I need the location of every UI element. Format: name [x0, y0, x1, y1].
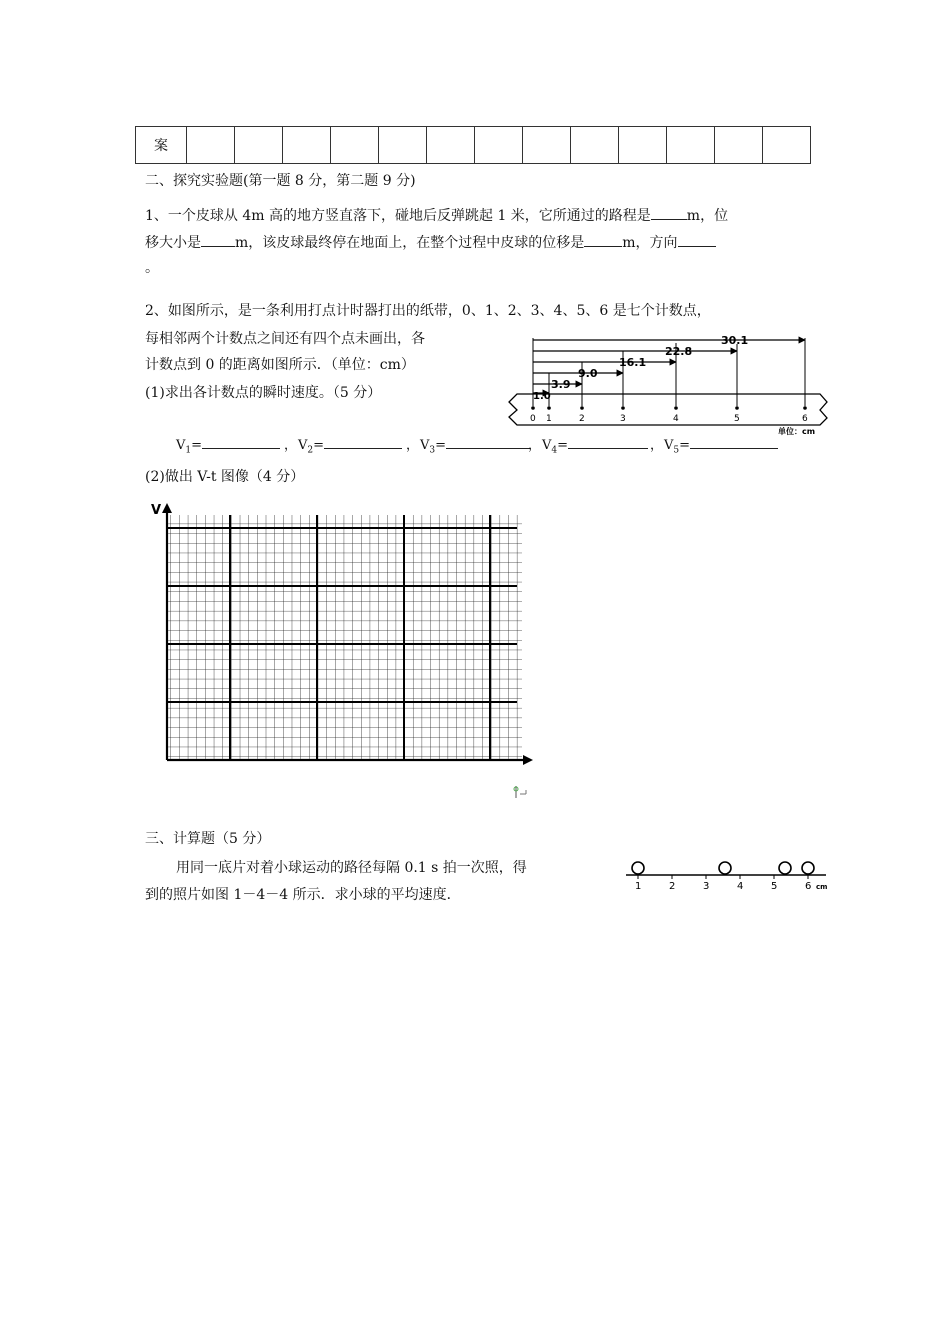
answer-cell[interactable] [427, 127, 475, 164]
v5-blank[interactable] [690, 434, 778, 449]
t-axis-arrow-icon [523, 755, 533, 765]
answer-cell[interactable] [619, 127, 667, 164]
point-label-0: 0 [530, 414, 536, 424]
answer-cell[interactable] [187, 127, 235, 164]
answer-cell[interactable] [667, 127, 715, 164]
tape-dot [803, 406, 807, 410]
answer-cell[interactable] [715, 127, 763, 164]
anchor-icon [510, 784, 530, 800]
paper-tape [509, 394, 827, 425]
v-axis-arrow-icon [162, 503, 172, 513]
ball-ruler-figure [620, 855, 830, 895]
q1-blank-distance[interactable] [651, 205, 687, 220]
section3-line2: 到的照片如图 1－4－4 所示．求小球的平均速度． [145, 887, 461, 903]
distance-label-5: 22.8 [665, 345, 693, 358]
tape-dot [580, 406, 584, 410]
section3-line1: 用同一底片对着小球运动的路径每隔 0.1 s 拍一次照，得 [176, 860, 527, 876]
ticker-tape-figure [505, 330, 830, 440]
ball-icon [779, 862, 791, 874]
v3-blank[interactable] [446, 434, 530, 449]
ruler-unit: cm [816, 883, 828, 891]
answer-cell[interactable] [571, 127, 619, 164]
q1-blank-direction[interactable] [678, 232, 716, 247]
ruler-tick-5: 5 [771, 881, 778, 892]
ruler-tick-3: 3 [703, 881, 710, 892]
tape-dot [735, 406, 739, 410]
ruler-tick-2: 2 [669, 881, 676, 892]
v3-field: $V_3=$ [420, 434, 530, 456]
vt-graph[interactable] [145, 495, 545, 775]
tape-dot [547, 406, 551, 410]
v2-blank[interactable] [324, 434, 402, 449]
ball-icon [632, 862, 644, 874]
q1-text-c: 移大小是 [145, 235, 201, 251]
answer-cell[interactable] [475, 127, 523, 164]
ruler-tick-4: 4 [737, 881, 744, 892]
v1-field: $V_1=$ [176, 434, 280, 456]
q1-text-b: m，位 [686, 208, 729, 224]
distance-label-2: 3.9 [551, 378, 571, 391]
q2-part1: (1)求出各计数点的瞬时速度。（5 分） [145, 385, 382, 401]
v-axis-label: V [151, 503, 162, 518]
q1-line1 [145, 205, 728, 225]
point-label-2: 2 [579, 414, 585, 424]
q1-text-e: m，方向 [622, 235, 678, 251]
separator: ， [284, 438, 298, 453]
tape-dot [531, 406, 535, 410]
answer-cell[interactable] [283, 127, 331, 164]
answer-cell[interactable] [235, 127, 283, 164]
ball-icon [802, 862, 814, 874]
ball-icon [719, 862, 731, 874]
q1-line3: 。 [145, 260, 159, 276]
point-label-5: 5 [734, 414, 740, 424]
q1-blank-final-displacement[interactable] [584, 232, 622, 247]
graph-grid[interactable] [167, 515, 522, 760]
tape-dot [621, 406, 625, 410]
q2-line2: 每相邻两个计数点之间还有四个点未画出，各 [145, 331, 425, 347]
answer-table-label: 案 [136, 127, 187, 164]
separator: ， [406, 438, 420, 453]
answer-table [135, 126, 811, 164]
q1-blank-displacement[interactable] [201, 232, 235, 247]
distance-label-3: 9.0 [578, 367, 598, 380]
answer-cell[interactable] [379, 127, 427, 164]
separator: ， [650, 438, 664, 453]
tape-dot [674, 406, 678, 410]
separator: ， [528, 438, 542, 453]
v4-blank[interactable] [568, 434, 648, 449]
point-label-6: 6 [802, 414, 808, 424]
section2-heading: 二、探究实验题(第一题 8 分，第二题 9 分) [145, 173, 416, 189]
v2-field: $V_2=$ [298, 434, 402, 456]
q1-line2 [145, 232, 716, 252]
q1-text-a: 1、一个皮球从 4m 高的地方竖直落下，碰地后反弹跳起 1 米，它所通过的路程是 [145, 208, 651, 224]
q2-part2: (2)做出 V-t 图像（4 分） [145, 469, 305, 485]
answer-cell[interactable] [331, 127, 379, 164]
distance-label-1: 1.0 [533, 391, 551, 402]
point-label-4: 4 [673, 414, 679, 424]
v1-blank[interactable] [202, 434, 280, 449]
q2-line3: 计数点到 0 的距离如图所示．（单位：cm） [145, 357, 415, 373]
answer-cell[interactable] [523, 127, 571, 164]
ruler-tick-1: 1 [635, 881, 642, 892]
distance-label-6: 30.1 [721, 334, 749, 347]
point-label-3: 3 [620, 414, 626, 424]
point-label-1: 1 [546, 414, 552, 424]
tape-unit-label: 单位：cm [778, 427, 816, 436]
v4-field: $V_4=$ [542, 434, 648, 456]
answer-cell[interactable] [763, 127, 811, 164]
ruler-tick-6: 6 [805, 881, 812, 892]
distance-label-4: 16.1 [619, 356, 647, 369]
q2-line1: 2、如图所示，是一条利用打点计时器打出的纸带，0、1、2、3、4、5、6 是七个计数点， [145, 303, 711, 319]
v5-field: $V_5=$ [664, 434, 778, 456]
section3-heading: 三、计算题（5 分） [145, 831, 271, 847]
q1-text-d: m，该皮球最终停在地面上，在整个过程中皮球的位移是 [235, 235, 585, 251]
